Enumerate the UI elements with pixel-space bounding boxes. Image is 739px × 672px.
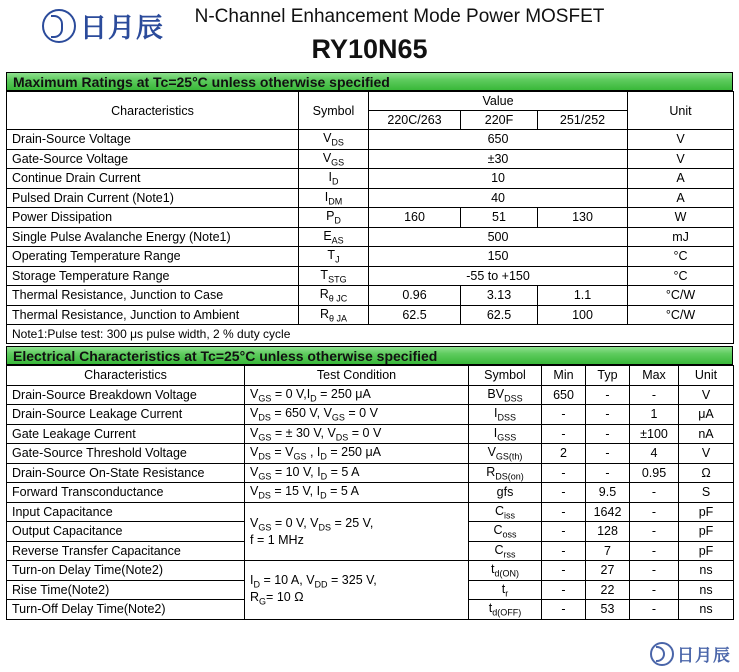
- row-symbol: $R_{DS(on)}$: [469, 463, 542, 483]
- row-characteristic: Gate Leakage Current: [7, 424, 245, 444]
- row-min: -: [542, 463, 586, 483]
- col-characteristics: Characteristics: [7, 92, 299, 130]
- row-symbol: $E_{AS}$: [299, 227, 369, 247]
- row-characteristic: Reverse Transfer Capacitance: [7, 541, 245, 561]
- row-characteristic: Turn-on Delay Time(Note2): [7, 561, 245, 581]
- row-value: -55 to +150: [369, 266, 628, 286]
- electrical-header-row: [7, 366, 734, 386]
- row-value: 40: [369, 188, 628, 208]
- row-typ: 1642: [586, 502, 630, 522]
- row-unit: ns: [679, 561, 734, 581]
- row-symbol: $T_{STG}$: [299, 266, 369, 286]
- row-typ: -: [586, 424, 630, 444]
- note1-row: [7, 325, 734, 344]
- row-value-2: 3.13: [461, 286, 538, 306]
- row-characteristic: Gate-Source Voltage: [7, 149, 299, 169]
- row-test-condition: $V_{DS} = 650$ V, $V_{GS} = 0$ V: [245, 405, 469, 425]
- row-unit: V: [679, 385, 734, 405]
- col-pkg-220f: 220F: [461, 111, 538, 130]
- row-unit: A: [628, 188, 734, 208]
- row-symbol: $C_{rss}$: [469, 541, 542, 561]
- row-unit: °C: [628, 266, 734, 286]
- row-characteristic: Pulsed Drain Current (Note1): [7, 188, 299, 208]
- electrical-table: [6, 365, 734, 620]
- watermark: [650, 641, 731, 666]
- row-unit: °C/W: [628, 305, 734, 325]
- row-min: -: [542, 580, 586, 600]
- row-unit: V: [679, 444, 734, 464]
- row-value: 650: [369, 130, 628, 150]
- watermark-logo-icon: [650, 642, 674, 666]
- part-number: RY10N65: [311, 34, 428, 64]
- row-min: -: [542, 424, 586, 444]
- row-max: -: [630, 580, 679, 600]
- row-typ: 22: [586, 580, 630, 600]
- table-row: [7, 444, 734, 464]
- row-min: -: [542, 405, 586, 425]
- col-symbol: Symbol: [299, 92, 369, 130]
- table-row: [7, 502, 734, 522]
- row-min: 2: [542, 444, 586, 464]
- col-unit: Unit: [628, 92, 734, 130]
- row-symbol: $C_{iss}$: [469, 502, 542, 522]
- row-typ: -: [586, 385, 630, 405]
- row-unit: °C/W: [628, 286, 734, 306]
- table-row: [7, 188, 734, 208]
- row-typ: 7: [586, 541, 630, 561]
- row-value-3: 130: [538, 208, 628, 228]
- row-value-2: 51: [461, 208, 538, 228]
- row-symbol: $T_J$: [299, 247, 369, 267]
- max-ratings-table: [6, 91, 734, 344]
- row-test-condition: $I_D = 10$ A, $V_{DD} = 325$ V, $R_G= 10$ Ω: [245, 561, 469, 620]
- row-max: -: [630, 561, 679, 581]
- row-typ: 53: [586, 600, 630, 620]
- table-row: [7, 483, 734, 503]
- row-min: -: [542, 541, 586, 561]
- row-value: 10: [369, 169, 628, 189]
- table-row: [7, 227, 734, 247]
- col-pkg-251-252: 251/252: [538, 111, 628, 130]
- row-value-1: 0.96: [369, 286, 461, 306]
- row-test-condition: $V_{DS} = V_{GS}$ , $I_D = 250$ μA: [245, 444, 469, 464]
- row-unit: V: [628, 130, 734, 150]
- table-row: [7, 463, 734, 483]
- row-value-3: 100: [538, 305, 628, 325]
- row-characteristic: Storage Temperature Range: [7, 266, 299, 286]
- row-unit: pF: [679, 522, 734, 542]
- row-characteristic: Turn-Off Delay Time(Note2): [7, 600, 245, 620]
- col-characteristics: Characteristics: [7, 366, 245, 386]
- col-typ: Typ: [586, 366, 630, 386]
- row-symbol: $t_{d(OFF)}$: [469, 600, 542, 620]
- note1-text: Note1:Pulse test: 300 μs pulse width, 2 % duty cycle: [7, 325, 734, 344]
- col-max: Max: [630, 366, 679, 386]
- row-test-condition: $V_{GS} = 0$ $V,I_D = 250$ μA: [245, 385, 469, 405]
- row-symbol: $BV_{DSS}$: [469, 385, 542, 405]
- row-typ: 9.5: [586, 483, 630, 503]
- table-row: [7, 266, 734, 286]
- row-unit: S: [679, 483, 734, 503]
- row-symbol: $t_{d(ON)}$: [469, 561, 542, 581]
- row-value-2: 62.5: [461, 305, 538, 325]
- logo-text: 日月辰: [80, 13, 164, 44]
- col-value: Value: [369, 92, 628, 111]
- row-symbol: $I_{DM}$: [299, 188, 369, 208]
- table-row: [7, 424, 734, 444]
- row-unit: ns: [679, 580, 734, 600]
- row-symbol: $R_{\theta JA}$: [299, 305, 369, 325]
- row-unit: W: [628, 208, 734, 228]
- table-header-row: [7, 92, 734, 111]
- electrical-banner: Electrical Characteristics at Tc=25°C unless otherwise specified: [6, 346, 733, 365]
- row-unit: A: [628, 169, 734, 189]
- col-min: Min: [542, 366, 586, 386]
- col-test-condition: Test Condition: [245, 366, 469, 386]
- row-max: 4: [630, 444, 679, 464]
- row-typ: -: [586, 463, 630, 483]
- table-row: [7, 149, 734, 169]
- row-symbol: $t_r$: [469, 580, 542, 600]
- row-characteristic: Rise Time(Note2): [7, 580, 245, 600]
- row-characteristic: Operating Temperature Range: [7, 247, 299, 267]
- table-row: [7, 561, 734, 581]
- row-characteristic: Thermal Resistance, Junction to Ambient: [7, 305, 299, 325]
- row-unit: °C: [628, 247, 734, 267]
- row-max: -: [630, 502, 679, 522]
- row-unit: pF: [679, 502, 734, 522]
- table-row: [7, 247, 734, 267]
- row-test-condition: $V_{GS} = 0$ V, $V_{DS} = 25$ V, f = 1 MHz: [245, 502, 469, 561]
- row-characteristic: Single Pulse Avalanche Energy (Note1): [7, 227, 299, 247]
- row-symbol: $I_{DSS}$: [469, 405, 542, 425]
- row-max: -: [630, 385, 679, 405]
- row-characteristic: Gate-Source Threshold Voltage: [7, 444, 245, 464]
- row-value-3: 1.1: [538, 286, 628, 306]
- row-min: -: [542, 483, 586, 503]
- row-unit: mJ: [628, 227, 734, 247]
- col-pkg-220c-263: 220C/263: [369, 111, 461, 130]
- row-characteristic: Drain-Source Voltage: [7, 130, 299, 150]
- row-unit: V: [628, 149, 734, 169]
- row-characteristic: Drain-Source Breakdown Voltage: [7, 385, 245, 405]
- row-typ: 27: [586, 561, 630, 581]
- max-ratings-banner: Maximum Ratings at Tc=25°C unless otherwise specified: [6, 72, 733, 91]
- row-characteristic: Thermal Resistance, Junction to Case: [7, 286, 299, 306]
- row-symbol: $I_D$: [299, 169, 369, 189]
- row-unit: Ω: [679, 463, 734, 483]
- row-min: 650: [542, 385, 586, 405]
- row-min: -: [542, 522, 586, 542]
- row-symbol: $I_{GSS}$: [469, 424, 542, 444]
- row-characteristic: Continue Drain Current: [7, 169, 299, 189]
- page-header: [0, 0, 739, 72]
- table-row: [7, 405, 734, 425]
- row-typ: 128: [586, 522, 630, 542]
- row-min: -: [542, 600, 586, 620]
- row-typ: -: [586, 444, 630, 464]
- row-max: -: [630, 541, 679, 561]
- table-row: [7, 208, 734, 228]
- row-value: 150: [369, 247, 628, 267]
- col-symbol: Symbol: [469, 366, 542, 386]
- table-row: [7, 286, 734, 306]
- row-unit: ns: [679, 600, 734, 620]
- row-min: -: [542, 502, 586, 522]
- table-row: [7, 305, 734, 325]
- row-max: -: [630, 522, 679, 542]
- row-characteristic: Drain-Source Leakage Current: [7, 405, 245, 425]
- row-value-1: 62.5: [369, 305, 461, 325]
- row-test-condition: $V_{GS} = 10$ V, $I_D = 5$ A: [245, 463, 469, 483]
- page-title: N-Channel Enhancement Mode Power MOSFET: [194, 6, 605, 27]
- row-value-1: 160: [369, 208, 461, 228]
- row-unit: μA: [679, 405, 734, 425]
- row-characteristic: Forward Transconductance: [7, 483, 245, 503]
- row-min: -: [542, 561, 586, 581]
- row-characteristic: Drain-Source On-State Resistance: [7, 463, 245, 483]
- row-max: -: [630, 483, 679, 503]
- row-characteristic: Power Dissipation: [7, 208, 299, 228]
- table-row: [7, 169, 734, 189]
- row-max: -: [630, 600, 679, 620]
- table-row: [7, 130, 734, 150]
- row-symbol: $R_{\theta JC}$: [299, 286, 369, 306]
- table-row: [7, 385, 734, 405]
- row-test-condition: $V_{DS} = 15$ V, $I_D = 5$ A: [245, 483, 469, 503]
- electrical-body: [7, 385, 734, 619]
- row-max: 1: [630, 405, 679, 425]
- row-symbol: $P_D$: [299, 208, 369, 228]
- watermark-text: 日月辰: [677, 646, 731, 666]
- row-characteristic: Output Capacitance: [7, 522, 245, 542]
- row-value: 500: [369, 227, 628, 247]
- row-symbol: $V_{GS(th)}$: [469, 444, 542, 464]
- row-symbol: $C_{oss}$: [469, 522, 542, 542]
- row-symbol: $V_{DS}$: [299, 130, 369, 150]
- row-characteristic: Input Capacitance: [7, 502, 245, 522]
- row-symbol: gfs: [469, 483, 542, 503]
- row-unit: nA: [679, 424, 734, 444]
- row-unit: pF: [679, 541, 734, 561]
- row-max: ±100: [630, 424, 679, 444]
- row-symbol: $V_{GS}$: [299, 149, 369, 169]
- row-test-condition: $V_{GS}$ = ± 30 V, $V_{DS} = 0$ V: [245, 424, 469, 444]
- row-typ: -: [586, 405, 630, 425]
- col-unit: Unit: [679, 366, 734, 386]
- row-max: 0.95: [630, 463, 679, 483]
- row-value: ±30: [369, 149, 628, 169]
- max-ratings-body: [7, 130, 734, 325]
